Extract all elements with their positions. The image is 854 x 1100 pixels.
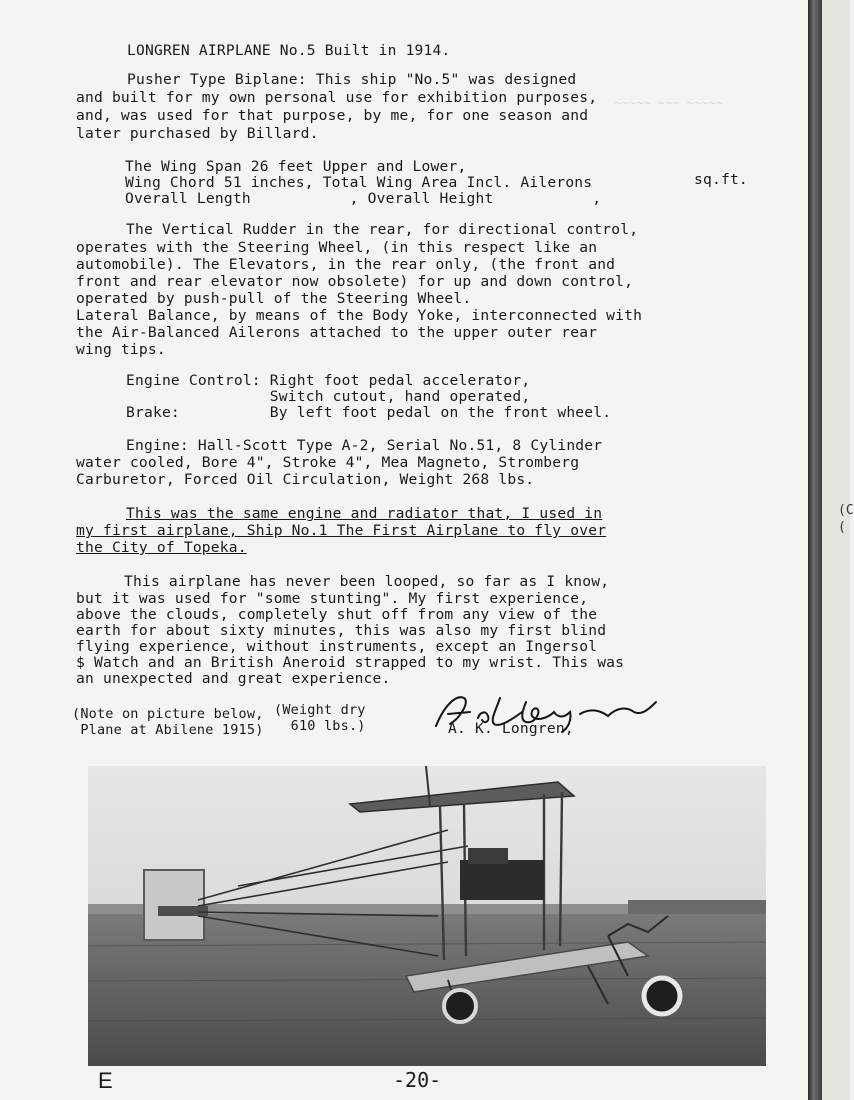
experience-line-5: flying experience, without instruments, except an Ingersol [76,638,598,655]
specs-line-1: The Wing Span 26 feet Upper and Lower, [125,158,467,175]
same-engine-line-1: This was the same engine and radiator that, I used in [126,505,603,522]
engine-control-line-1: Engine Control: Right foot pedal accelerator, [126,372,531,389]
adjacent-page-edge [822,0,850,1100]
engine-line-3: Carburetor, Forced Oil Circulation, Weight 268 lbs. [76,471,535,488]
experience-line-4: earth for about sixty minutes, this was also my first blind [76,622,607,639]
binding-edge [808,0,822,1100]
footer-letter: E [98,1068,113,1093]
signature-name: A. K. Longren, [448,720,574,737]
experience-line-1: This airplane has never been looped, so far as I know, [124,573,610,590]
specs-line-3: Overall Length , Overall Height , [125,190,602,207]
edge-mark-2: ( [838,520,846,535]
intro-line-3: and, was used for that purpose, by me, for one season and [76,107,589,124]
specs-line-2: Wing Chord 51 inches, Total Wing Area Incl. Ailerons [125,174,593,191]
experience-line-3: above the clouds, completely shut off from any view of the [76,606,598,623]
controls-line-5: operated by push-pull of the Steering Wheel. [76,290,472,307]
page-heading: LONGREN AIRPLANE No.5 Built in 1914. [127,42,451,59]
picture-note-line-2: Plane at Abilene 1915) [72,722,264,738]
weight-note-line-2: 610 lbs.) [274,718,366,734]
controls-line-1: The Vertical Rudder in the rear, for directional control, [126,221,639,238]
experience-line-2: but it was used for "some stunting". My first experience, [76,590,589,607]
intro-line-2: and built for my own personal use for exhibition purposes, [76,89,598,106]
controls-line-6: Lateral Balance, by means of the Body Yoke, interconnected with [76,307,643,324]
intro-line-1: Pusher Type Biplane: This ship "No.5" was designed [127,71,577,88]
bleed-through-text: ~~~~~ ~~~ ~~~~~ [600,96,723,110]
controls-line-4: front and rear elevator now obsolete) for up and down control, [76,273,634,290]
specs-unit: sq.ft. [694,171,748,188]
engine-line-1: Engine: Hall-Scott Type A-2, Serial No.51, 8 Cylinder [126,437,603,454]
same-engine-line-2: my first airplane, Ship No.1 The First Airplane to fly over [76,522,607,539]
experience-line-6: $ Watch and an British Aneroid strapped to my wrist. This was [76,654,625,671]
controls-line-8: wing tips. [76,341,166,358]
weight-note-line-1: (Weight dry [274,702,366,718]
experience-line-7: an unexpected and great experience. [76,670,391,687]
controls-line-3: automobile). The Elevators, in the rear only, (the front and [76,256,616,273]
intro-line-4: later purchased by Billard. [76,125,319,142]
controls-line-2: operates with the Steering Wheel, (in this respect like an [76,239,598,256]
engine-line-2: water cooled, Bore 4", Stroke 4", Mea Magneto, Stromberg [76,454,580,471]
page-number: -20- [393,1068,442,1092]
edge-mark-1: (C [838,503,854,518]
brake-line: Brake: By left foot pedal on the front wheel. [126,404,612,421]
same-engine-line-3: the City of Topeka. [76,539,247,556]
picture-note-line-1: (Note on picture below, [72,706,264,722]
engine-control-line-2: Switch cutout, hand operated, [126,388,531,405]
airplane-photograph [88,766,766,1066]
controls-line-7: the Air-Balanced Ailerons attached to the upper outer rear [76,324,598,341]
